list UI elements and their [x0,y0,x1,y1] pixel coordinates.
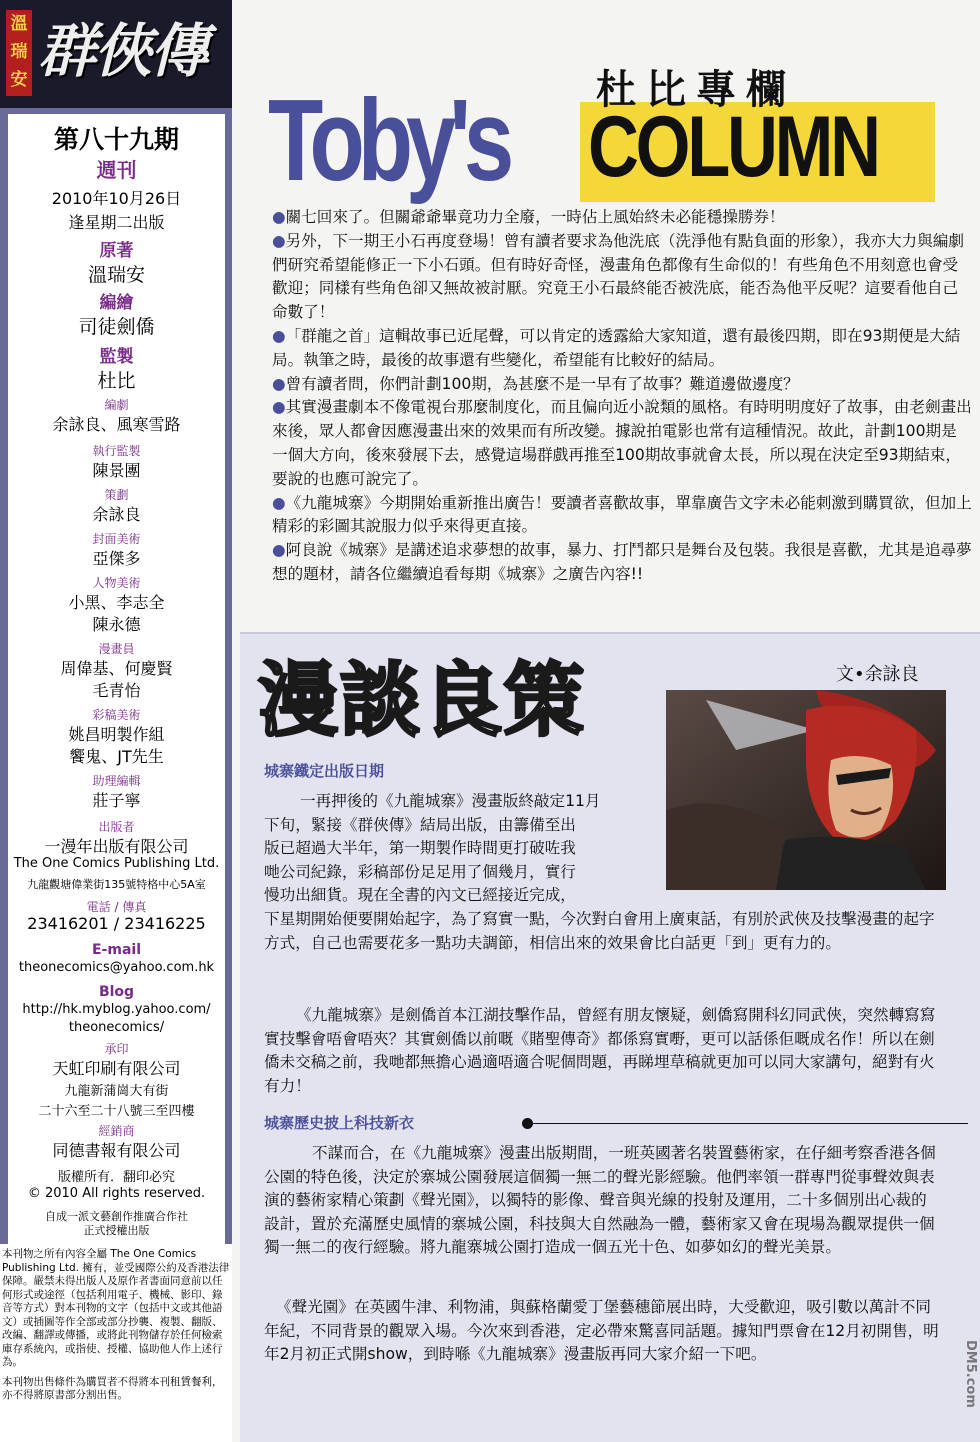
role-name: 周偉基、何慶賢 [60,659,173,678]
subheading-rule [528,1123,968,1124]
role-name: 亞傑多 [92,549,141,568]
printer-address: 二十六至二十八號三至四樓 [38,1104,195,1119]
phone-number: 23416201 / 23416225 [27,914,206,933]
legal-text: 本刊物出售條件為購買者不得將本刊租賃餐利，亦不得將原書部分割出售。 [2,1375,223,1401]
list-item: ●曾有讀者問，你們計劃100期，為甚麼不是一早有了故事？難道邊做邊度？ [272,374,799,393]
distributor-name: 同德書報有限公司 [52,1141,181,1160]
phone-label: 電話 / 傳真 [86,900,147,914]
issue-date: 2010年10月26日 [51,189,182,208]
bullet-icon: ● [272,208,286,226]
role-name: 余詠良 [92,505,141,524]
release-day: 逢星期二出版 [68,213,165,232]
list-item: ●阿良說《城寨》是講述追求夢想的故事，暴力、打鬥都只是舞台及包裝。我很是喜歡，尤其是追尋夢想的題材，請各位繼續追看每期《城寨》之廣告內容!! [272,541,972,583]
character-illustration [666,690,946,890]
role-name: 陳永德 [92,615,141,634]
printer-address: 九龍新蒲崗大有街 [64,1084,169,1099]
list-item: ●《九龍城寨》今期開始重新推出廣告！要讀者喜歡故事，單靠廣告文字未必能刺激到購買欲，但加上精彩的彩圖其說服力似乎來得更直接。 [272,493,972,536]
email-label: E-mail [91,942,141,958]
character-illustration-art [666,690,946,890]
bullet-icon: ● [272,541,286,560]
author-label: 原著 [99,241,134,261]
email-address[interactable]: theonecomics@yahoo.com.hk [18,960,215,975]
subheading-history: 城寨歷史披上科技新衣 [264,1114,415,1132]
article-title: 漫談良策 [258,653,586,747]
license-note: 正式授權出版 [83,1224,150,1237]
article-paragraph: 一再押後的《九龍城寨》漫畫版終敲定11月 下旬，緊接《群俠傳》結局出版，由籌備至出 版已超過大半年，第一期製作時間更打破咗我 哋公司紀錄，彩稿部份足足用了個幾月，實行 慢功出細貨。現在全書的內文已經接近完成， [264,792,601,905]
role-name: 饗鬼、JT先生 [69,747,164,766]
article-byline: 文•余詠良 [836,664,919,685]
article-paragraph: 《聲光園》在英國牛津、利物浦，與蘇格蘭愛丁堡藝穗節展出時，大受歡迎，吸引數以萬計不同年紀，不同背景的觀眾入場。今次來到香港，定必帶來驚喜同話題。據知門票會在12月初開售，明年2月初正式開show，到時喺《九龍城寨》漫畫版再同大家介紹一下吧。 [264,1298,939,1364]
distributor-label: 經銷商 [98,1124,135,1138]
bullet-icon: ● [272,374,286,393]
weekly-label: 週刊 [96,158,137,182]
bullet-icon: ● [272,493,286,512]
column-title-column: COLUMN [588,99,878,195]
credits-sidebar [0,0,232,1442]
license-note: 自成一派文藝創作推廣合作社 [45,1210,188,1223]
rights-notice: 版權所有．翻印必究 [57,1170,175,1185]
legal-notice [0,1244,232,1442]
role-name: 莊子寧 [92,791,141,810]
role-label: 執行監製 [92,444,141,458]
artist-name: 司徒劍僑 [78,316,155,338]
supervisor-label: 監製 [99,347,134,367]
bullet-icon: ● [272,231,286,250]
list-item: ●其實漫畫劇本不像電視台那麼制度化，而且偏向近小說類的風格。有時明明度好了故事，由老劍畫出來後，眾人都會因應漫畫出來的效果而有所改變。據說拍電影也常有這種情況。故此，計劃100期是一個大方向，後來發展下去，感覺這場群戲再推至100期故事就會太長，所以現在決定至93期結束，要說的也應可說完了。 [272,398,972,488]
logo-title: 群俠傳 [38,17,207,85]
column-title-toby: Toby's [268,75,508,205]
publisher-label: 出版者 [98,820,135,834]
issue-number: 第八十九期 [53,125,179,154]
role-label: 人物美術 [92,576,141,590]
bullet-icon: ● [272,326,286,345]
author-name: 溫瑞安 [87,264,145,286]
blog-url[interactable]: http://hk.myblog.yahoo.com/ [22,1002,211,1017]
bullet-icon: ● [272,398,286,417]
printer-label: 承印 [104,1042,129,1056]
credits-panel [8,114,225,1244]
role-name: 余詠良、風寒雪路 [52,415,181,434]
role-name: 姚昌明製作組 [68,725,165,744]
subheading-release-date: 城寨鐵定出版日期 [264,762,385,780]
blog-label: Blog [98,984,135,1000]
role-label: 編劇 [104,398,129,412]
publisher-name: 一漫年出版有限公司 [44,837,189,856]
artist-label: 編繪 [99,293,134,313]
list-item: ●另外，下一期王小石再度登場！曾有讀者要求為他洗底（洗淨他有點負面的形象），我亦大力與編劇們研究希望能修正一下小石頭。但有時好奇怪，漫畫角色都像有生命似的！有些角色不用刻意也會受歡迎；同樣有些角色卻又無故被討厭。究竟王小石最終能否被洗底，能否為他平反呢？這要看他自己命數了！ [272,231,964,322]
legal-text: 本刊物之所有內容全屬 The One Comics Publishing Ltd. 擁有，並受國際公約及香港法律保障。嚴禁未得出版人及原作者書面同意前以任何形式或途徑（包括利用電子、機械、影印、錄音等方式）對本刊物的文字（包括中文或其他語文）或插圖等作全部或部分抄襲、複製、翻版、改編、翻譯或傳播，或將此刊物儲存於任何檢索庫存系統內，或指使、授權、協助他人作上述行為。 [2,1248,230,1368]
supervisor-name: 杜比 [97,370,136,392]
role-name: 毛青怡 [92,681,141,700]
role-label: 封面美術 [92,532,141,546]
copyright-notice: © 2010 All rights reserved. [27,1186,206,1201]
list-item: ●關七回來了。但關爺爺畢竟功力全廢，一時佔上風始終未必能穩操勝券！ [272,208,785,226]
site-watermark: DM5.com [963,1340,978,1408]
publisher-name-en: The One Comics Publishing Ltd. [13,856,220,871]
printer-name: 天虹印刷有限公司 [52,1059,181,1078]
role-label: 彩稿美術 [92,708,141,722]
column-bullets [272,206,972,587]
publisher-address: 九龍觀塘偉業街135號特格中心5A室 [27,878,206,891]
article-paragraph: 下星期開始便要開始起字，為了寫實一點，今次對白會用上廣東話，有別於武俠及技擊漫畫的起字方式，自己也需要花多一點功夫調節，相信出來的效果會比白話更「到」更有力的。 [264,910,935,952]
magazine-logo [0,0,232,108]
logo-author-seal: 溫瑞安 [6,10,32,96]
role-name: 陳景團 [92,461,141,480]
role-label: 漫畫員 [98,642,135,656]
role-name: 小黑、李志全 [68,593,165,612]
list-item: ●「群龍之首」這輯故事已近尾聲，可以肯定的透露給大家知道，還有最後四期，即在93期便是大結局。執筆之時，最後的故事還有些變化，希望能有比較好的結局。 [272,326,961,369]
column-title-chinese: 杜比專欄 [596,66,796,113]
blog-url-cont[interactable]: theonecomics/ [68,1020,165,1035]
article-paragraph: 不謀而合，在《九龍城寨》漫畫出版期間，一班英國著名裝置藝術家，在仔細考察香港各個公園的特色後，決定於寨城公園發展這個獨一無二的聲光影經驗。他們率領一群專門從事聲效與表演的藝術家精心策劃《聲光園》，以獨特的影像、聲音與光線的投射及運用，二十多個別出心裁的設計，置於充滿歷史風情的寨城公園，科技與大自然融為一體，藝術家又會在現場為觀眾提供一個獨一無二的夜行經驗。將九龍寨城公園打造成一個五光十色、如夢如幻的聲光美景。 [264,1144,936,1257]
role-label: 策劃 [104,488,129,502]
role-label: 助理編輯 [92,774,141,788]
article-paragraph: 《九龍城寨》是劍僑首本江湖技擊作品，曾經有朋友懷疑，劍僑寫開科幻同武俠，突然轉寫寫實技擊會唔會唔夾？其實劍僑以前嘅《賭聖傳奇》都係寫實嘢，更可以話係佢嘅成名作！所以在劍僑未交稿之前，我哋都無擔心過適唔適合呢個問題，再睇埋草稿就更加可以同大家講句，絕對有火有力！ [264,1006,936,1095]
